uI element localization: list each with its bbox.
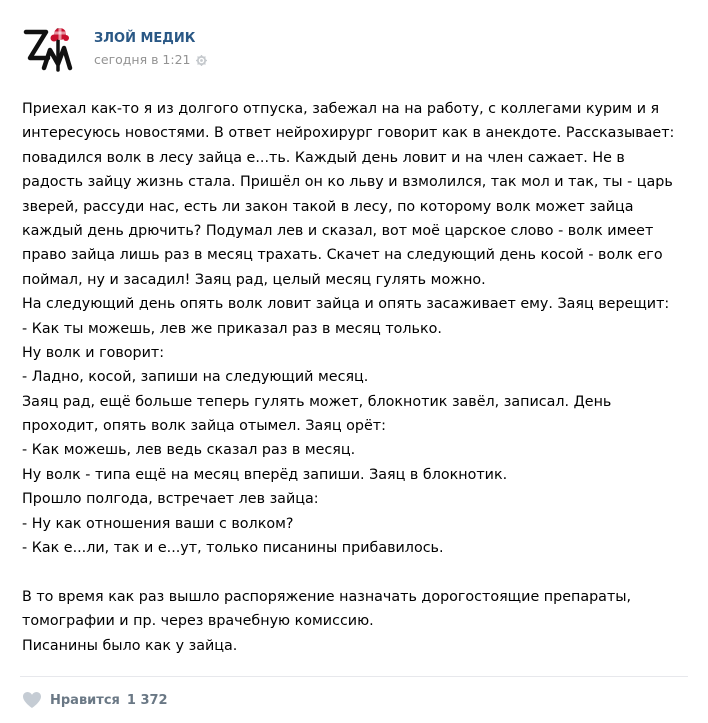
post-line: поймал, ну и засадил! Заяц рад, целый месяц гулять можно. (22, 271, 486, 288)
post-meta (94, 20, 207, 68)
post-line: - Ну как отношения ваши с волком? (22, 515, 294, 532)
post-header (20, 20, 207, 80)
post-line: каждый день дрючить? Подумал лев и сказал, вот моё царское слово - волк имеет (22, 222, 654, 239)
like-button[interactable] (22, 689, 168, 711)
avatar[interactable] (20, 20, 76, 76)
post-line: - Как можешь, лев ведь сказал раз в месяц. (22, 442, 356, 459)
post-line: право зайца лишь раз в месяц трахать. Скачет на следующий день косой - волк его (22, 247, 663, 264)
post-line: радость зайцу жизнь стала. Пришёл он ко льву и взмолился, так мол и так, ты - царь (22, 174, 673, 191)
like-label: Нравится (50, 692, 120, 708)
post-line: томографии и пр. через врачебную комиссию. (22, 613, 374, 630)
heart-icon (22, 691, 42, 709)
post-line: В то время как раз вышло распоряжение назначать дорогостоящие препараты, (22, 588, 632, 605)
time-row (94, 52, 207, 68)
paragraph-gap (22, 560, 694, 584)
post-line: - Как ты можешь, лев же приказал раз в месяц только. (22, 320, 442, 337)
post-body (22, 97, 694, 658)
post-line: интересуюсь новостями. В ответ нейрохирург говорит как в анекдоте. Рассказывает: (22, 125, 675, 142)
post-line: На следующий день опять волк ловит зайца и опять засаживает ему. Заяц верещит: (22, 296, 670, 313)
post-line: Прошло полгода, встречает лев зайца: (22, 491, 319, 508)
like-count: 1 372 (126, 692, 168, 708)
post-line: проходит, опять волк зайца отымел. Заяц орёт: (22, 418, 386, 435)
footer-divider (20, 676, 688, 677)
post-line: Ну волк - типа ещё на месяц вперёд запиши. Заяц в блокнотик. (22, 466, 508, 483)
post-line: зверей, рассуди нас, есть ли закон такой в лесу, по которому волк может зайца (22, 198, 634, 215)
post-line: Писанины было как у зайца. (22, 637, 238, 654)
gear-icon[interactable] (196, 55, 207, 66)
avatar-logo-icon (20, 20, 76, 76)
post-line: повадился волк в лесу зайца е...ть. Каждый день ловит и на член сажает. Не в (22, 149, 625, 166)
post-line: - Как е...ли, так и е...ут, только писанины прибавилось. (22, 540, 444, 557)
author-name[interactable]: ЗЛОЙ МЕДИК (94, 31, 196, 46)
post-line: Ну волк и говорит: (22, 344, 165, 361)
post-line: Заяц рад, ещё больше теперь гулять может, блокнотик завёл, записал. День (22, 393, 612, 410)
post-line: - Ладно, косой, запиши на следующий месяц. (22, 369, 369, 386)
post-time[interactable]: сегодня в 1:21 (94, 52, 191, 67)
post-line: Приехал как-то я из долгого отпуска, забежал на на работу, с коллегами курим и я (22, 101, 660, 117)
